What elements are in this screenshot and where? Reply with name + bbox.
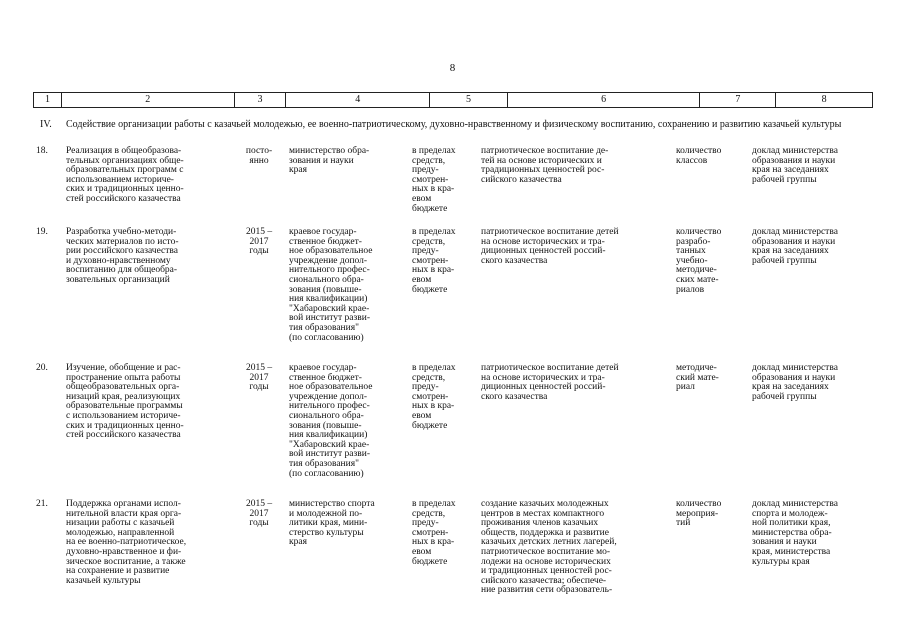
header-cell-8: 8 — [775, 93, 872, 107]
funding-source: в пределах средств, преду- смотрен- ных в кра- евом бюджете — [412, 227, 456, 295]
expected-result: патриотическое воспитание детей на основе исторических и тра- диционных ценностей россий- ского казачества — [481, 227, 619, 266]
expected-result: патриотическое воспитание детей на основе исторических и тра- диционных ценностей россий- ского казачества — [481, 363, 619, 402]
term: 2015 – 2017 годы — [245, 363, 273, 393]
table-header-row — [33, 92, 873, 108]
section-number: IV. — [40, 119, 52, 130]
expected-result: патриотическое воспитание де- тей на основе исторических и традиционных ценностей рос- сийского казачества — [481, 146, 609, 185]
expected-result: создание казачьих молодежных центров в местах компактного проживания членов казачьих обществ, поддержка и развитие казачьих детских летних лагерей, патриотическое воспитание мо- лодежи на основе исторических и традиционных ценностей рос- сийского казачества; обеспече- ние развития сети образователь- — [481, 499, 617, 596]
report-form: доклад министерства образования и науки края на заседаниях рабочей группы — [752, 363, 838, 402]
measure-name: Поддержка органами испол- нительной власти края орга- низации работы с казачьей молодежью, направленной на ее военно-патриотическое, духовно-нравственное и фи- зическое воспитание, а также на сохранение и развитие казачьей культуры — [66, 499, 187, 586]
indicator: количество мероприя- тий — [676, 499, 722, 529]
row-number: 19. — [36, 227, 48, 237]
header-cell-7: 7 — [699, 93, 775, 107]
measure-name: Разработка учебно-методи- ческих материалов по исто- рии российского казачества и духовно-нравственному воспитанию для общеобра- зовательных организаций — [66, 227, 179, 285]
executor: министерство обра- зования и науки края — [289, 146, 370, 176]
page-number: 8 — [449, 62, 456, 74]
report-form: доклад министерства образования и науки края на заседаниях рабочей группы — [752, 146, 838, 185]
section-title: Содействие организации работы с казачьей молодежью, ее военно-патриотическому, духовно-нравственному и физическому воспитанию, сохранению и развитию казачьей культуры — [66, 119, 842, 130]
measure-name: Изучение, обобщение и рас- пространение опыта работы общеобразовательных орга- низаций края, реализующих образовательные программы с использованием историче- ских и традиционных ценно- стей российского казачества — [66, 363, 184, 441]
header-cell-2: 2 — [61, 93, 234, 107]
indicator: количество классов — [676, 146, 722, 166]
term: 2015 – 2017 годы — [245, 499, 273, 529]
header-cell-4: 4 — [285, 93, 429, 107]
funding-source: в пределах средств, преду- смотрен- ных в кра- евом бюджете — [412, 499, 456, 567]
executor: краевое государ- ственное бюджет- ное образовательное учреждение допол- нительного профес- сионального обра- зования (повыше- ния квалификации) "Хабаровский крае- вой институт разви- тия образования" (по согласованию) — [289, 363, 373, 479]
indicator: количество разрабо- танных учебно- методиче- ских мате- риалов — [676, 227, 722, 295]
term: 2015 – 2017 годы — [245, 227, 273, 257]
header-cell-1: 1 — [44, 94, 50, 105]
term: посто- янно — [245, 146, 273, 166]
header-cell-6: 6 — [507, 93, 700, 107]
row-number: 18. — [36, 146, 48, 156]
report-form: доклад министерства спорта и молодеж- ной политики края, министерства обра- зования и науки края, министерства культуры края — [752, 499, 838, 567]
header-cell-5: 5 — [429, 93, 507, 107]
funding-source: в пределах средств, преду- смотрен- ных в кра- евом бюджете — [412, 146, 456, 214]
executor: краевое государ- ственное бюджет- ное образовательное учреждение допол- нительного профес- сионального обра- зования (повыше- ния квалификации) "Хабаровский крае- вой институт разви- тия образования" (по согласованию) — [289, 227, 373, 343]
report-form: доклад министерства образования и науки края на заседаниях рабочей группы — [752, 227, 838, 266]
funding-source: в пределах средств, преду- смотрен- ных в кра- евом бюджете — [412, 363, 456, 431]
executor: министерство спорта и молодежной по- литики края, мини- стерство культуры края — [289, 499, 375, 548]
row-number: 20. — [36, 363, 48, 373]
row-number: 21. — [36, 499, 48, 509]
measure-name: Реализация в общеобразова- тельных организациях обще- образовательных программ с использованием историче- ских и традиционных ценно- стей российского казачества — [66, 146, 184, 204]
header-cell-3: 3 — [234, 93, 286, 107]
indicator: методиче- ский мате- риал — [676, 363, 719, 393]
